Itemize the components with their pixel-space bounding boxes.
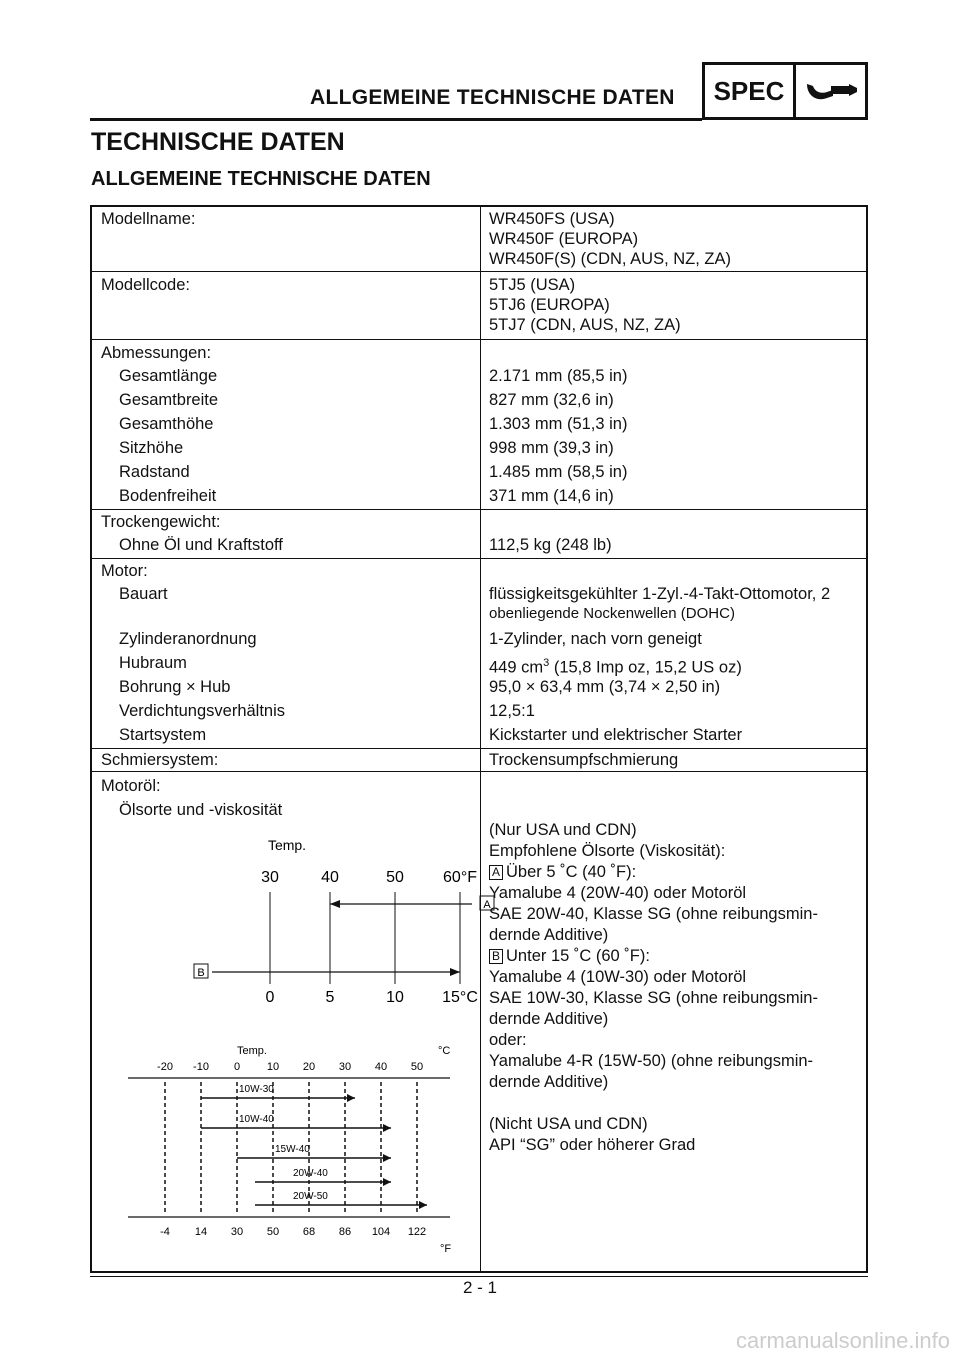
celsius-unit-label: °C xyxy=(438,1045,451,1057)
fahrenheit-tick-label: 104 xyxy=(371,1226,391,1238)
dimensions-label: Abmessungen: xyxy=(101,344,212,362)
series-label: 10W-30 xyxy=(239,1084,274,1095)
fahrenheit-tick-label: 30 xyxy=(230,1226,244,1238)
series-label: 20W-50 xyxy=(293,1191,328,1202)
section-header-title: ALLGEMEINE TECHNISCHE DATEN xyxy=(310,86,675,109)
dimension-value: 2.171 mm (85,5 in) xyxy=(489,367,628,385)
engine-item-label: Verdichtungsverhältnis xyxy=(119,702,286,720)
oil-note: oder: xyxy=(489,1031,527,1049)
dimension-label: Radstand xyxy=(119,463,190,481)
model-code-value: 5TJ6 (EUROPA) xyxy=(489,296,610,314)
chart-title: Temp. xyxy=(237,1045,267,1057)
arrow-head xyxy=(383,1178,391,1186)
oil-note: Yamalube 4 (20W-40) oder Motoröl xyxy=(489,884,747,902)
celsius-tick-label: 0 xyxy=(233,1061,241,1073)
lubrication-label: Schmiersystem: xyxy=(101,751,219,769)
celsius-tick-label: 20 xyxy=(302,1061,316,1073)
dry-weight-label: Trockengewicht: xyxy=(101,513,221,531)
oil-note: API “SG” oder höherer Grad xyxy=(489,1136,696,1154)
engine-label: Motor: xyxy=(101,562,148,580)
model-code-label: Modellcode: xyxy=(101,276,190,294)
fahrenheit-tick-label: 86 xyxy=(338,1226,352,1238)
top-axis-label: 50 xyxy=(386,869,404,886)
dimension-value: 1.485 mm (58,5 in) xyxy=(489,463,628,481)
row-divider xyxy=(92,558,866,559)
engine-item-label: Hubraum xyxy=(119,654,187,672)
fahrenheit-tick-label: 68 xyxy=(302,1226,316,1238)
arrow-head-b xyxy=(450,968,460,976)
oil-note: Yamalube 4 (10W-30) oder Motoröl xyxy=(489,968,747,986)
arrow-head xyxy=(419,1201,427,1209)
engine-item-label: Zylinderanordnung xyxy=(119,630,257,648)
cylinder-arrangement-value: 1-Zylinder, nach vorn geneigt xyxy=(489,630,702,648)
model-code-value: 5TJ5 (USA) xyxy=(489,276,576,294)
series-label: 20W-40 xyxy=(293,1168,328,1179)
viscosity-chart xyxy=(120,1042,460,1267)
dimension-value: 827 mm (32,6 in) xyxy=(489,391,614,409)
oil-note: (Nicht USA und CDN) xyxy=(489,1115,648,1133)
model-name-label: Modellname: xyxy=(101,210,196,228)
celsius-tick-label: 50 xyxy=(410,1061,424,1073)
page-title: TECHNISCHE DATEN xyxy=(91,128,345,156)
fahrenheit-tick-label: 50 xyxy=(266,1226,280,1238)
displacement-value-rest: (15,8 Imp oz, 15,2 US oz) xyxy=(549,658,742,677)
spec-table xyxy=(90,205,868,1273)
model-code-value: 5TJ7 (CDN, AUS, NZ, ZA) xyxy=(489,316,681,334)
row-divider xyxy=(92,748,866,749)
oil-note: dernde Additive) xyxy=(489,1073,609,1091)
oil-note: dernde Additive) xyxy=(489,926,609,944)
starting-system-value: Kickstarter und elektrischer Starter xyxy=(489,726,743,744)
temperature-range-chart xyxy=(132,832,491,1012)
celsius-tick-label: 40 xyxy=(374,1061,388,1073)
displacement-value xyxy=(489,653,742,678)
model-name-value: WR450FS (USA) xyxy=(489,210,615,228)
oil-note: Yamalube 4-R (15W-50) (ohne reibungsmin- xyxy=(489,1052,814,1070)
oil-note-text: Unter 15 ˚C (60 ˚F): xyxy=(506,947,650,965)
wrench-icon xyxy=(796,65,865,117)
oil-note: SAE 10W-30, Klasse SG (ohne reibungsmin- xyxy=(489,989,818,1007)
section-subtitle: ALLGEMEINE TECHNISCHE DATEN xyxy=(91,168,431,190)
fahrenheit-tick-label: 122 xyxy=(407,1226,427,1238)
arrow-head xyxy=(383,1154,391,1162)
arrow-head-a xyxy=(330,900,340,908)
compression-ratio-value: 12,5:1 xyxy=(489,702,535,720)
bore-stroke-value: 95,0 × 63,4 mm (3,74 × 2,50 in) xyxy=(489,678,721,696)
oil-note-text: Über 5 ˚C (40 ˚F): xyxy=(506,863,637,881)
engine-type-value-cont: obenliegende Nockenwellen (DOHC) xyxy=(489,605,735,622)
engine-item-label: Bohrung × Hub xyxy=(119,678,231,696)
oil-note: (Nur USA und CDN) xyxy=(489,821,637,839)
chart-marks xyxy=(194,869,494,1006)
fahrenheit-tick-label: 14 xyxy=(194,1226,208,1238)
row-divider xyxy=(92,771,866,772)
page-bottom-rule xyxy=(90,1276,868,1277)
dimension-value: 1.303 mm (51,3 in) xyxy=(489,415,628,433)
series-label: 10W-40 xyxy=(239,1114,274,1125)
column-divider xyxy=(480,207,481,1271)
model-name-value: WR450F (EUROPA) xyxy=(489,230,639,248)
series-label: 15W-40 xyxy=(275,1144,310,1155)
celsius-tick-label: 30 xyxy=(338,1061,352,1073)
header-rule xyxy=(90,118,702,121)
spec-badge xyxy=(702,62,868,120)
spec-label: SPEC xyxy=(705,65,796,117)
row-divider xyxy=(92,339,866,340)
fahrenheit-unit-label: °F xyxy=(440,1243,452,1255)
oil-note: SAE 20W-40, Klasse SG (ohne reibungsmin- xyxy=(489,905,818,923)
lubrication-value: Trockensumpfschmierung xyxy=(489,751,679,769)
dimension-label: Bodenfreiheit xyxy=(119,487,217,505)
marker-a-label: A xyxy=(483,899,491,911)
engine-type-value: flüssigkeitsgekühlter 1-Zyl.-4-Takt-Ottomotor, 2 xyxy=(489,585,831,603)
chart-title: Temp. xyxy=(267,837,307,853)
dimension-label: Gesamtbreite xyxy=(119,391,219,409)
fahrenheit-tick-label: -4 xyxy=(160,1226,170,1238)
bottom-axis-label: 0 xyxy=(265,989,275,1006)
engine-item-label: Bauart xyxy=(119,585,168,603)
marker-b: B xyxy=(489,949,503,964)
dimension-label: Sitzhöhe xyxy=(119,439,184,457)
dry-weight-item-label: Ohne Öl und Kraftstoff xyxy=(119,536,283,554)
top-axis-label: 40 xyxy=(321,869,339,886)
displacement-unit-superscript: 3 xyxy=(543,657,550,669)
displacement-value-main: 449 cm xyxy=(489,658,544,677)
oil-note: dernde Additive) xyxy=(489,1010,609,1028)
arrow-head xyxy=(383,1124,391,1132)
arrow-head xyxy=(347,1094,355,1102)
dimension-value: 998 mm (39,3 in) xyxy=(489,439,614,457)
page-number: 2 - 1 xyxy=(462,1278,498,1297)
dimension-value: 371 mm (14,6 in) xyxy=(489,487,614,505)
dimension-label: Gesamthöhe xyxy=(119,415,214,433)
celsius-tick-label: 10 xyxy=(266,1061,280,1073)
watermark-url: carmanualsonline.info xyxy=(735,1328,950,1353)
chart-marks xyxy=(128,1045,451,1255)
top-axis-label: 60°F xyxy=(443,869,477,886)
dry-weight-value: 112,5 kg (248 lb) xyxy=(489,536,612,554)
engine-oil-label: Motoröl: xyxy=(101,777,161,795)
model-name-value: WR450F(S) (CDN, AUS, NZ, ZA) xyxy=(489,250,732,268)
celsius-tick-label: -10 xyxy=(193,1061,209,1073)
bottom-axis-label: 15°C xyxy=(442,989,478,1006)
bottom-axis-label: 10 xyxy=(386,989,404,1006)
bottom-axis-label: 5 xyxy=(325,989,335,1006)
top-axis-label: 30 xyxy=(261,869,279,886)
oil-note xyxy=(489,862,636,882)
celsius-tick-label: -20 xyxy=(157,1061,173,1073)
oil-note xyxy=(489,946,650,966)
row-divider xyxy=(92,271,866,272)
marker-a: A xyxy=(489,865,503,880)
oil-type-label: Ölsorte und -viskosität xyxy=(119,801,283,819)
oil-note: Empfohlene Ölsorte (Viskosität): xyxy=(489,842,726,860)
dimension-label: Gesamtlänge xyxy=(119,367,218,385)
row-divider xyxy=(92,509,866,510)
marker-b-label: B xyxy=(197,967,205,979)
engine-item-label: Startsystem xyxy=(119,726,207,744)
